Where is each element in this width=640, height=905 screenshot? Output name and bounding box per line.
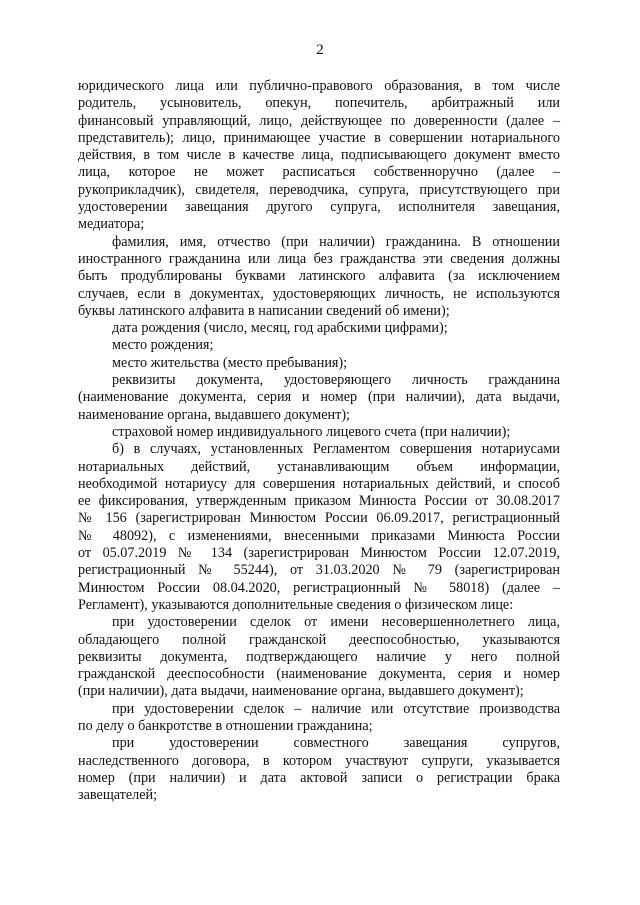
text-line: гражданской дееспособности (наименование документа, серия и номер — [78, 666, 560, 683]
text-line: юридического лица или публично-правового образования, в том числе — [78, 78, 560, 94]
text-line: реквизиты документа, подтверждающего наличие у него полной — [78, 648, 560, 665]
text-line: наименование органа, выдавшего документ); — [78, 406, 350, 423]
text-line: № 156 (зарегистрирован Минюстом России 06.09.2017, регистрационный — [78, 510, 560, 527]
paragraph — [78, 337, 560, 354]
paragraph — [78, 424, 560, 441]
paragraph — [78, 234, 560, 320]
text-line: необходимой нотариусу для совершения нотариальных действий, и способ — [78, 475, 560, 492]
paragraph — [78, 78, 560, 234]
text-line: представитель); лицо, принимающее участие в совершении нотариального — [78, 129, 560, 146]
text-line: наследственного договора, в котором участвуют супруги, указывается — [78, 752, 560, 769]
text-line: фамилия, имя, отчество (при наличии) гражданина. В отношении — [112, 233, 560, 250]
text-line: при удостоверении совместного завещания супругов, — [112, 735, 560, 752]
text-line: ее фиксирования, утвержденным приказом Минюста России от 30.08.2017 — [78, 493, 560, 510]
text-line: финансовый управляющий, лицо, действующее по доверенности (далее – — [78, 112, 560, 129]
text-line: обладающего полной гражданской дееспособностью, указываются — [78, 631, 560, 648]
text-line: (при наличии), дата выдачи, наименование органа, выдавшего документ); — [78, 683, 524, 700]
text-line: при удостоверении сделок – наличие или отсутствие производства — [112, 700, 560, 717]
paragraph — [78, 355, 560, 372]
text-line: рукоприкладчик), свидетеля, переводчика, супруга, присутствующего при — [78, 181, 560, 198]
text-line: Регламент), указываются дополнительные сведения о физическом лице: — [78, 596, 514, 613]
text-line: Минюстом России 08.04.2020, регистрационный № 58018) (далее – — [78, 579, 560, 596]
text-line: действия, в том числе в качестве лица, подписывающего документ вместо — [78, 147, 560, 164]
text-line: удостоверении завещания другого супруга, исполнителя завещания, — [78, 199, 560, 216]
paragraph — [78, 320, 560, 337]
text-line: быть продублированы буквами латинского алфавита (за исключением — [78, 268, 560, 285]
paragraph — [78, 372, 560, 424]
paragraph — [78, 614, 560, 700]
text-line: родитель, усыновитель, опекун, попечитель, арбитражный или — [78, 95, 560, 112]
text-line: от 05.07.2019 № 134 (зарегистрирован Минюстом России 12.07.2019, — [78, 545, 560, 562]
text-line: лица, которое не может расписаться собственноручно (далее – — [78, 164, 560, 181]
paragraph — [78, 441, 560, 614]
text-line: случаев, если в документах, удостоверяющих личность, не используются — [78, 285, 560, 302]
text-line: № 48092), с изменениями, внесенными приказами Минюста России — [78, 527, 560, 544]
text-line: буквы латинского алфавита в написании сведений об имени); — [78, 302, 450, 319]
page-number: 2 — [316, 42, 324, 58]
text-line: завещателей; — [78, 787, 158, 804]
text-line: (наименование документа, серия и номер (при наличии), дата выдачи, — [78, 389, 560, 406]
paragraph — [78, 701, 560, 736]
text-line: б) в случаях, установленных Регламентом совершения нотариусами — [112, 441, 560, 458]
paragraph — [78, 735, 560, 804]
text-line: при удостоверении сделок от имени несовершеннолетнего лица, — [112, 614, 560, 631]
text-line: нотариальных действий, устанавливающим объем информации, — [78, 458, 560, 475]
text-line: место жительства (место пребывания); — [112, 354, 348, 371]
text-line: страховой номер индивидуального лицевого счета (при наличии); — [112, 423, 511, 440]
text-line: иностранного гражданина или лица без гражданства эти сведения должны — [78, 250, 560, 267]
text-line: реквизиты документа, удостоверяющего личность гражданина — [112, 372, 560, 389]
document-body — [78, 78, 560, 804]
text-line: регистрационный № 55244), от 31.03.2020 № 79 (зарегистрирован — [78, 562, 560, 579]
text-line: медиатора; — [78, 216, 145, 233]
text-line: по делу о банкротстве в отношении гражданина; — [78, 717, 373, 734]
text-line: дата рождения (число, месяц, год арабскими цифрами); — [112, 320, 448, 337]
text-line: номер (при наличии) и дата актовой записи о регистрации брака — [78, 769, 560, 786]
text-line: место рождения; — [112, 337, 214, 354]
